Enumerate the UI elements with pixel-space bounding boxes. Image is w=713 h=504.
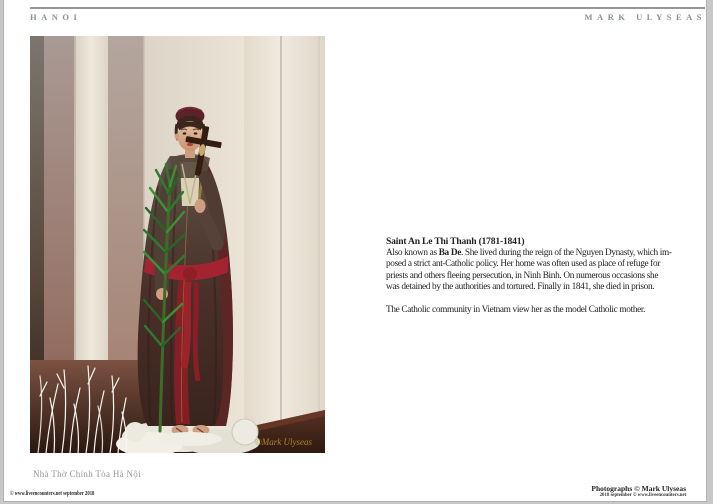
article-line-1-post: . She lived during the reign of the Nguyen Dynasty, which im- — [460, 248, 672, 258]
header-rule — [30, 7, 705, 9]
article-line-2: posed a strict ant-Catholic policy. Her home was often used as place of refuge for — [386, 259, 661, 270]
article-heading: Saint An Le Thi Thanh (1781-1841) — [386, 236, 525, 247]
magazine-page — [4, 0, 706, 501]
article-text-block — [386, 236, 696, 316]
photo-watermark: ©Mark Ulyseas — [254, 437, 312, 447]
photo-caption: Nhà Thờ Chính Tòa Hà Nội — [33, 469, 141, 479]
article-line-4: was detained by the authorities and tortured. Finally in 1841, she died in prison. — [386, 282, 655, 293]
header-author-title: MARK ULYSEAS — [584, 12, 706, 22]
article-paragraph-2: The Catholic community in Vietnam view her as the model Catholic mother. — [386, 304, 646, 315]
statue-photo — [30, 36, 325, 453]
footer-copyright-left: © www.liveencounters.net september 2018 — [10, 491, 95, 497]
header-location-title: HANOI — [30, 12, 82, 22]
article-line-1-bold: Ba De — [438, 248, 461, 258]
article-line-3: priests and others fleeing persecution, in Ninh Binh. On numerous occasions she — [386, 270, 659, 281]
footer-copyright-right: 2018 september © www.liveencounters.net — [599, 493, 686, 498]
footer-credit-right — [578, 484, 686, 500]
article-line-1 — [386, 248, 696, 259]
photographs-credit: Photographs © Mark Ulyseas — [591, 484, 686, 493]
statue-illustration — [30, 36, 325, 453]
article-line-1-pre: Also known as — [386, 248, 439, 258]
